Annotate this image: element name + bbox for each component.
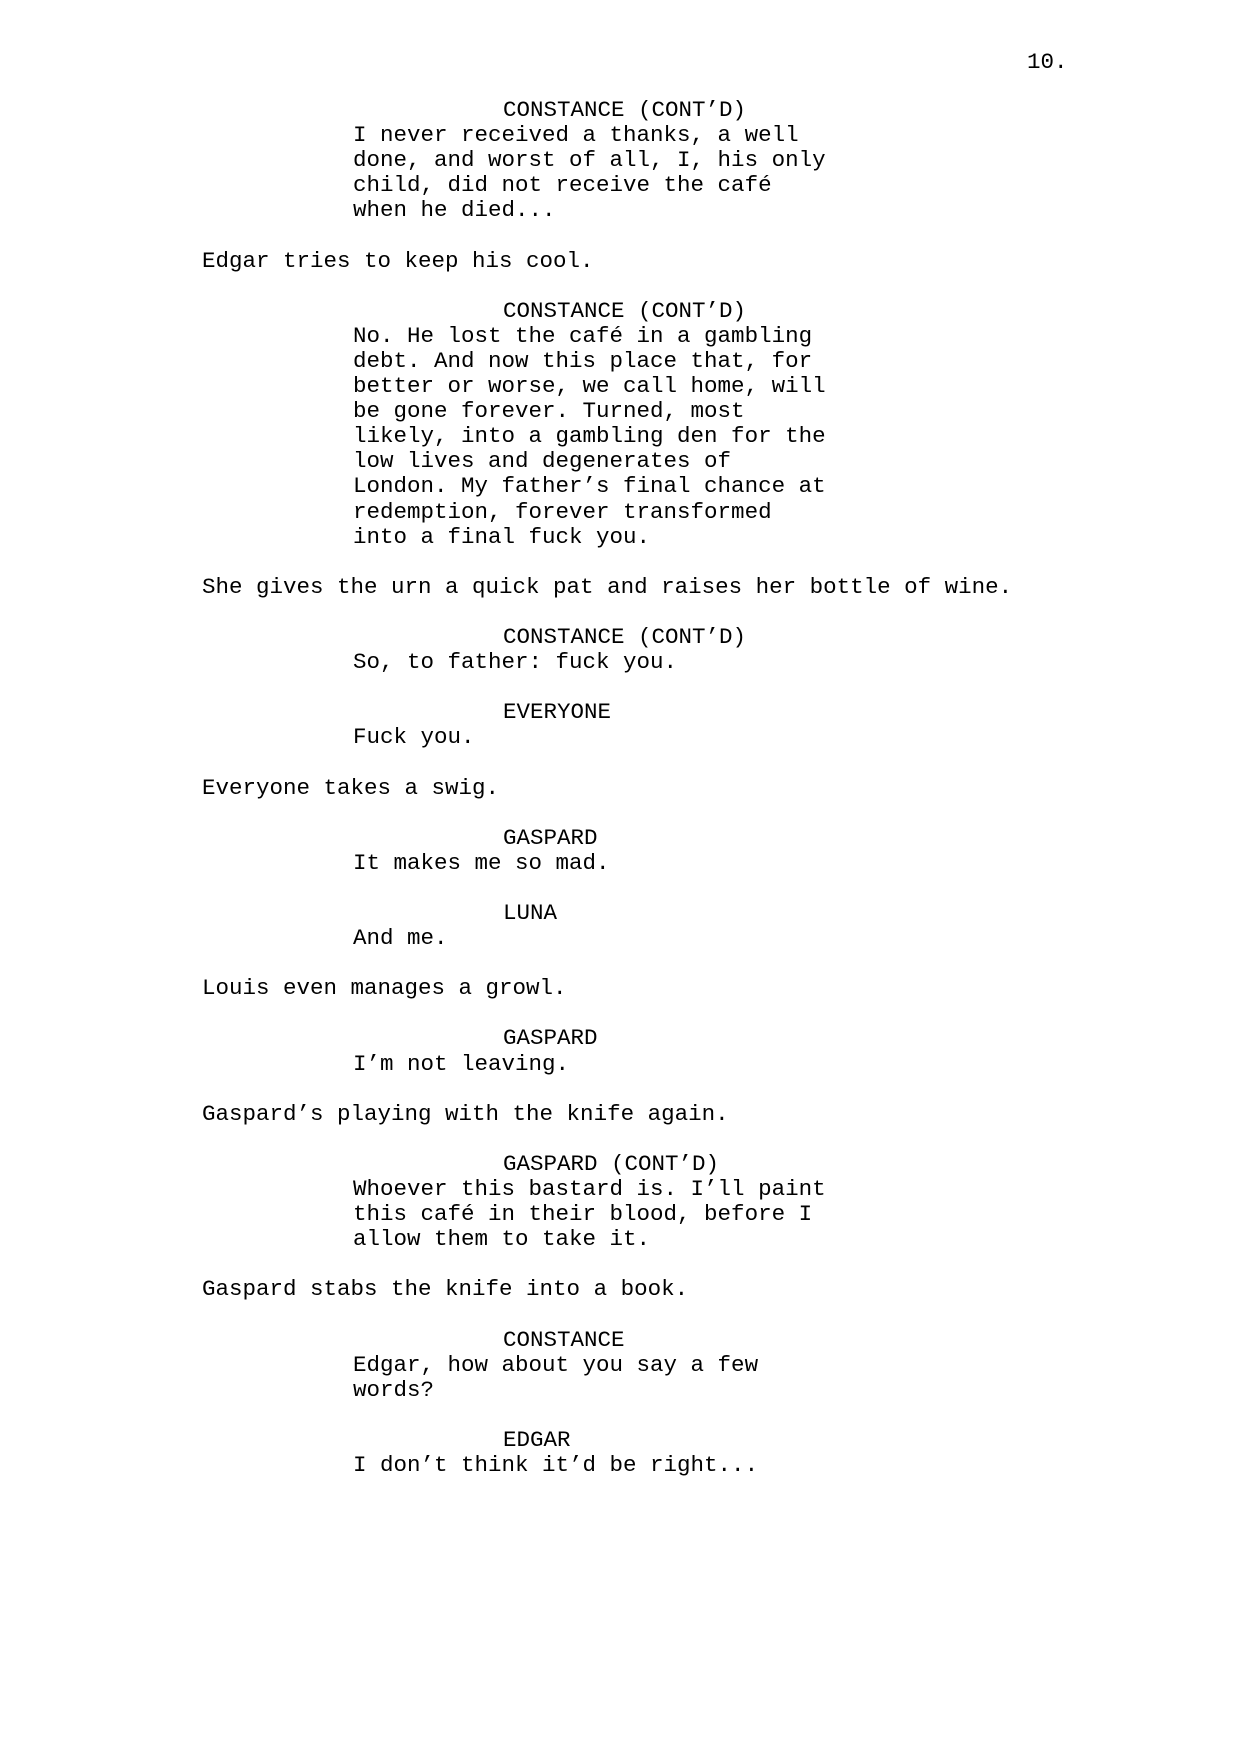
character-cue: CONSTANCE (CONT’D): [503, 97, 747, 123]
dialogue-block: [202, 625, 1102, 675]
action-line: Gaspard stabs the knife into a book.: [202, 1276, 689, 1303]
action-line: Louis even manages a growl.: [202, 975, 567, 1002]
character-cue: EVERYONE: [503, 699, 612, 726]
dialogue-block: [202, 299, 1102, 550]
character-cue: GASPARD: [503, 1025, 598, 1052]
character-cue: GASPARD (CONT’D): [503, 1150, 720, 1177]
dialogue-text: And me.: [353, 925, 448, 952]
dialogue-text: I don’t think it’d be right...: [353, 1452, 759, 1479]
dialogue-text: Fuck you.: [353, 724, 475, 751]
character-cue: CONSTANCE: [503, 1326, 625, 1353]
dialogue-text: Whoever this bastard is. I’ll paint this café in their blood, before I allow them to take it.: [353, 1176, 826, 1253]
dialogue-block: [202, 1428, 1102, 1478]
action-line: Gaspard’s playing with the knife again.: [202, 1100, 729, 1127]
action-line: Everyone takes a swig.: [202, 774, 500, 801]
dialogue-block: [202, 98, 1102, 223]
character-cue: GASPARD: [503, 824, 598, 851]
dialogue-text: I’m not leaving.: [353, 1050, 570, 1077]
character-cue: CONSTANCE (CONT’D): [503, 623, 747, 650]
dialogue-block: [202, 1026, 1102, 1076]
screenplay-body: [202, 98, 1102, 1503]
dialogue-block: [202, 700, 1102, 750]
dialogue-text: Edgar, how about you say a few words?: [353, 1351, 759, 1403]
page-number: 10.: [1027, 49, 1068, 75]
character-cue: EDGAR: [503, 1426, 571, 1453]
dialogue-block: [202, 1328, 1102, 1403]
dialogue-text: No. He lost the café in a gambling debt. And now this place that, for better or worse, we call home, will be gone forever. Turned, most likely, into a gambling den for the low lives and degenerates of London. My father’s final chance at redemption, forever transformed into a final fuck you.: [353, 322, 826, 550]
dialogue-block: [202, 1152, 1102, 1252]
dialogue-block: [202, 826, 1102, 876]
action-line: She gives the urn a quick pat and raises her bottle of wine.: [202, 573, 1013, 600]
character-cue: CONSTANCE (CONT’D): [503, 297, 747, 324]
character-cue: LUNA: [503, 900, 558, 926]
dialogue-text: It makes me so mad.: [353, 849, 610, 876]
dialogue-text: So, to father: fuck you.: [353, 649, 678, 676]
dialogue-block: [202, 901, 1102, 951]
dialogue-text: I never received a thanks, a well done, and worst of all, I, his only child, did not receive the café when he died...: [353, 122, 826, 224]
action-line: Edgar tries to keep his cool.: [202, 247, 594, 274]
